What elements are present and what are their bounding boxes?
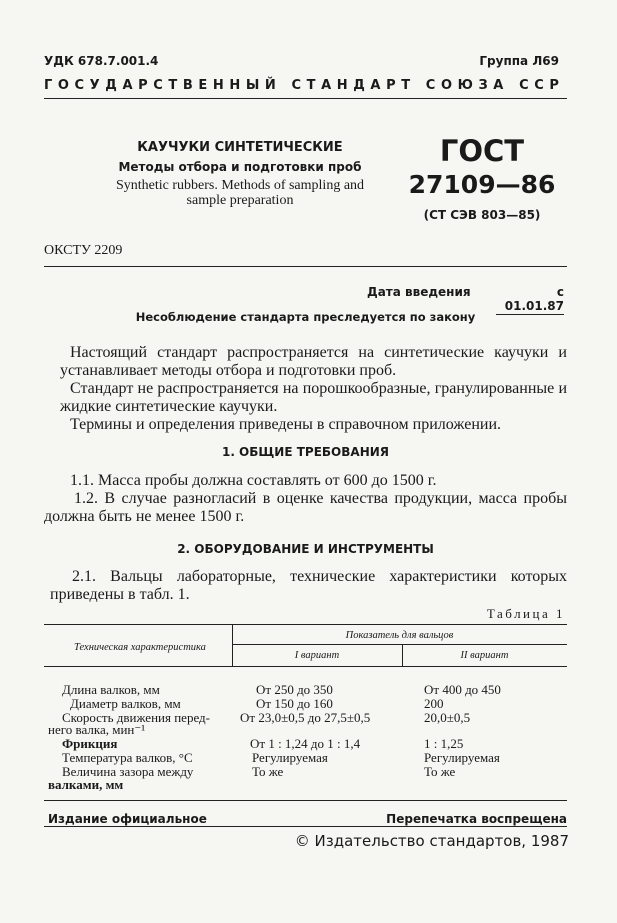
intro-paragraph-2 [60, 380, 567, 416]
table-cell: От 1 : 1,24 до 1 : 1,4 [250, 736, 361, 751]
table-cell: 200 [424, 696, 444, 711]
table-header-rule [44, 666, 567, 667]
table-row: Величина зазора между [62, 764, 194, 779]
english-title-line2: sample preparation [186, 193, 294, 208]
table-row: Скорость движения перед- [62, 710, 210, 725]
table-row: Температура валков, °С [62, 750, 193, 765]
table-cell: От 23,0±0,5 до 27,5±0,5 [240, 710, 371, 725]
official-edition-label: Издание официальное [48, 812, 207, 826]
table-row: него валка, мин⁻¹ [48, 722, 146, 737]
section-1-paragraph-2-text: 1.2. В случае разногласий в оценке качества продукции, масса пробы должна быть не менее 1500 г. [44, 490, 567, 525]
table-bottom-rule [44, 800, 567, 801]
group-code: Группа Л69 [479, 54, 559, 68]
reprint-prohibited-label: Перепечатка воспрещена [386, 812, 567, 826]
table-cell: 20,0±0,5 [424, 710, 471, 725]
section-2-paragraph-1 [50, 568, 567, 604]
table-cell: То же [424, 764, 456, 779]
table-cell: То же [252, 764, 284, 779]
table-row: Фрикция [62, 736, 118, 751]
table-row: Диаметр валков, мм [70, 696, 181, 711]
header-divider [44, 98, 567, 99]
table-cell: Регулируемая [252, 750, 328, 765]
table-cell: Регулируемая [424, 750, 500, 765]
table-cell: От 150 до 160 [256, 696, 333, 711]
gost-label: ГОСТ [439, 134, 525, 168]
section-2-paragraph-1-text: 2.1. Вальцы лабораторные, технические характеристики которых приведены в табл. 1. [50, 568, 567, 603]
english-title-line1: Synthetic rubbers. Methods of sampling and [115, 178, 365, 193]
table-row: Длина валков, мм [62, 682, 160, 697]
introduction-date-value: с 01.01.87 [496, 285, 564, 315]
table-cell: От 400 до 450 [424, 682, 501, 697]
table-cell: 1 : 1,25 [424, 736, 464, 751]
table-subheader-rule [232, 644, 567, 645]
intro-paragraph-3-text: Термины и определения приведены в справочном приложении. [70, 416, 502, 433]
footer-divider [44, 826, 567, 827]
introduction-date-label: Дата введения [367, 285, 471, 299]
section-1-heading: 1. ОБЩИЕ ТРЕБОВАНИЯ [221, 445, 390, 459]
section-1-paragraph-1 [60, 472, 567, 490]
legal-notice: Несоблюдение стандарта преследуется по закону [135, 310, 476, 324]
state-standard-heading: ГОСУДАРСТВЕННЫЙ СТАНДАРТ СОЮЗА ССР [44, 78, 565, 93]
section-2-heading: 2. ОБОРУДОВАНИЕ И ИНСТРУМЕНТЫ [177, 542, 434, 556]
table-header-variant-2: II вариант [460, 650, 509, 661]
table-header-characteristic: Техническая характеристика [74, 642, 206, 653]
st-sev-reference: (СТ СЭВ 803—85) [423, 208, 541, 222]
section-1-paragraph-1-text: 1.1. Масса пробы должна составлять от 600 до 1500 г. [70, 472, 437, 489]
udk-code: УДК 678.7.001.4 [44, 54, 159, 68]
table-caption: Таблица 1 [486, 606, 565, 621]
intro-paragraph-1 [60, 344, 567, 380]
intro-paragraph-3 [60, 416, 567, 434]
section-1-paragraph-2 [44, 490, 567, 526]
table-top-rule [44, 624, 567, 625]
table-header-variant-1: I вариант [294, 650, 340, 661]
intro-paragraph-2-text: Стандарт не распространяется на порошкообразные, гранулированные и жидкие синтетические каучуки. [60, 380, 567, 415]
copyright-notice: © Издательство стандартов, 1987 [294, 832, 569, 850]
title-divider [44, 266, 567, 267]
intro-paragraph-1-text: Настоящий стандарт распространяется на синтетические каучуки и устанавливает методы отбора и подготовки проб. [60, 344, 567, 379]
table-header-value: Показатель для вальцов [345, 630, 454, 641]
russian-subtitle: Методы отбора и подготовки проб [118, 160, 362, 174]
okstu-code: ОКСТУ 2209 [44, 243, 123, 258]
table-cell: От 250 до 350 [256, 682, 333, 697]
russian-title: КАУЧУКИ СИНТЕТИЧЕСКИЕ [137, 140, 343, 155]
gost-number: 27109—86 [408, 170, 556, 199]
table-row: валками, мм [48, 777, 124, 792]
